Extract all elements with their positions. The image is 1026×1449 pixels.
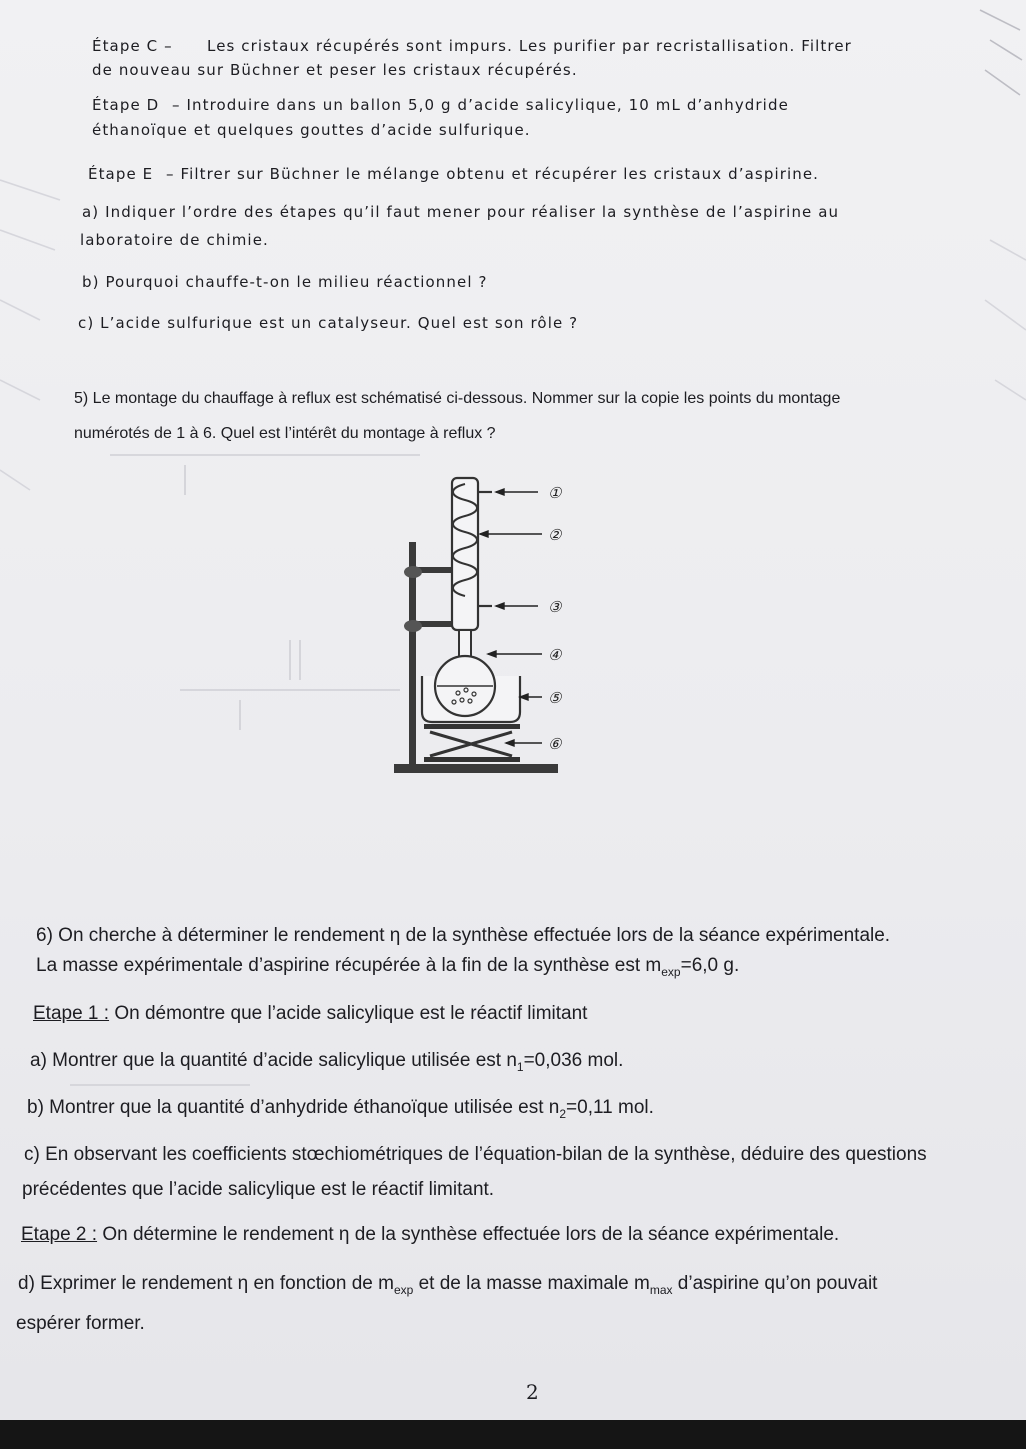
etape-e-label: Étape E xyxy=(88,165,154,183)
etape-d-text-line1: – Introduire dans un ballon 5,0 g d’acide salicylique, 10 mL d’anhydride xyxy=(172,96,789,114)
figure-label-3: ③ xyxy=(548,598,562,616)
etape-1-heading: Etape 1 : On démontre que l’acide salicylique est le réactif limitant xyxy=(33,1003,588,1024)
question-6b: b) Montrer que la quantité d’anhydride éthanoïque utilisée est $n_2=0,11$ mol. xyxy=(27,1097,654,1121)
etape-d-text-line2: éthanoïque et quelques gouttes d’acide sulfurique. xyxy=(92,121,531,139)
question-6c-line2: précédentes que l’acide salicylique est le réactif limitant. xyxy=(22,1179,495,1200)
question-4a-line1: a) Indiquer l’ordre des étapes qu’il faut mener pour réaliser la synthèse de l’aspirine au xyxy=(82,203,840,221)
table-edge xyxy=(0,1420,1026,1449)
etape-c-text-line1: Les cristaux récupérés sont impurs. Les purifier par recristallisation. Filtrer xyxy=(207,37,852,55)
question-6d-line1: d) Exprimer le rendement η en fonction de $m_{exp}$ et de la masse maximale $m_{max}$ d’aspirine qu’on pouvait xyxy=(18,1273,878,1297)
page-number: 2 xyxy=(526,1380,539,1404)
lab-jack-top xyxy=(424,724,520,729)
stand-base xyxy=(394,764,558,773)
figure-label-1: ① xyxy=(548,484,562,502)
figure-label-4: ④ xyxy=(548,646,562,664)
reflux-apparatus-figure xyxy=(380,460,590,790)
question-4c: c) L’acide sulfurique est un catalyseur. Quel est son rôle ? xyxy=(78,314,579,332)
etape-c-text-line2: de nouveau sur Büchner et peser les cristaux récupérés. xyxy=(92,61,578,79)
etape-e-text: – Filtrer sur Büchner le mélange obtenu et récupérer les cristaux d’aspirine. xyxy=(166,165,820,183)
question-4a-line2: laboratoire de chimie. xyxy=(80,231,269,249)
lab-jack-scissor xyxy=(430,732,512,756)
question-4b: b) Pourquoi chauffe-t-on le milieu réactionnel ? xyxy=(82,273,488,291)
question-5-line1: 5) Le montage du chauffage à reflux est schématisé ci-dessous. Nommer sur la copie les points du montage xyxy=(74,390,841,407)
figure-label-5: ⑤ xyxy=(548,689,562,707)
etape-d-label: Étape D xyxy=(92,96,160,114)
question-6a: a) Montrer que la quantité d’acide salicylique utilisée est $n_1=0,036$ mol. xyxy=(30,1050,624,1074)
etape-2-heading: Etape 2 : On détermine le rendement η de la synthèse effectuée lors de la séance expérimentale. xyxy=(21,1224,840,1245)
lab-jack-bottom xyxy=(424,757,520,762)
question-5-line2: numérotés de 1 à 6. Quel est l’intérêt du montage à reflux ? xyxy=(74,425,496,442)
question-6c-line1: c) En observant les coefficients stœchiométriques de l’équation-bilan de la synthèse, déduire des questions xyxy=(24,1144,927,1165)
question-6-line1: 6) On cherche à déterminer le rendement η de la synthèse effectuée lors de la séance expérimentale. xyxy=(36,925,891,946)
figure-label-2: ② xyxy=(548,526,562,544)
etape-c-label: Étape C – xyxy=(92,37,173,55)
upper-clamp-knob xyxy=(404,566,422,578)
lower-clamp-knob xyxy=(404,620,422,632)
question-6d-line2: espérer former. xyxy=(16,1313,145,1334)
question-6-line2: La masse expérimentale d’aspirine récupérée à la fin de la synthèse est $m_{exp}=6,0$ g. xyxy=(36,955,740,979)
figure-label-6: ⑥ xyxy=(548,735,562,753)
